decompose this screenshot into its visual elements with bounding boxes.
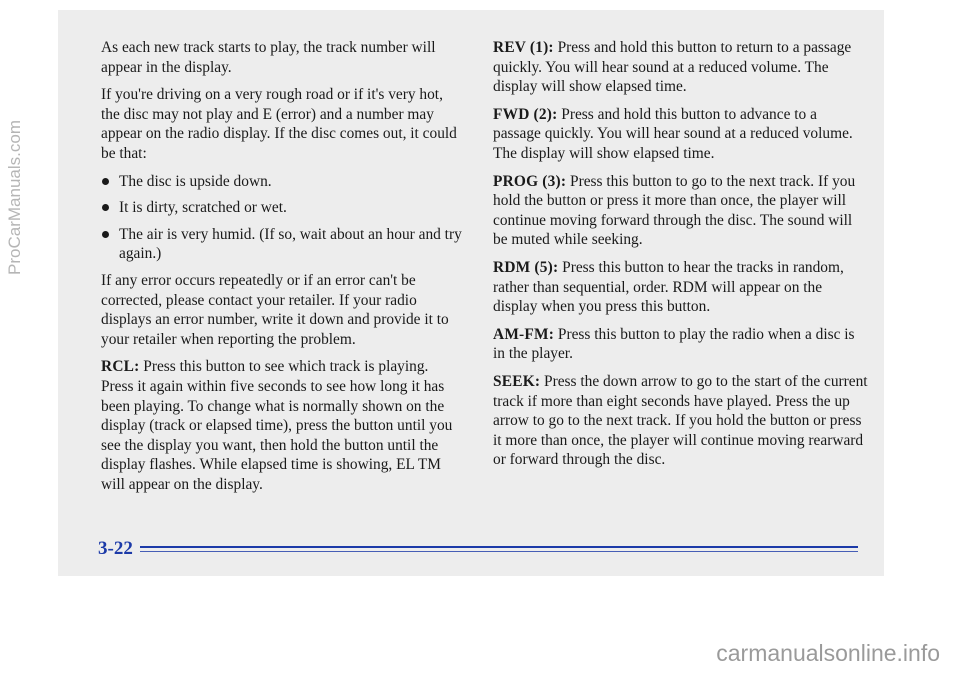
fwd-text: Press and hold this button to advance to a passage quickly. You will hear sound at a reduced volume. The display will show elapsed time. <box>493 105 853 162</box>
fwd-label: FWD (2): <box>493 105 558 123</box>
amfm-paragraph <box>493 325 868 364</box>
seek-label: SEEK: <box>493 372 541 390</box>
list-item: It is dirty, scratched or wet. <box>101 198 463 218</box>
footer-rule <box>140 546 858 548</box>
rdm-paragraph <box>493 258 868 317</box>
amfm-label: AM-FM: <box>493 325 555 343</box>
side-watermark: ProCarManuals.com <box>5 120 24 275</box>
footer-watermark: carmanualsonline.info <box>716 640 940 666</box>
amfm-text: Press this button to play the radio when a disc is in the player. <box>493 325 855 363</box>
prog-text: Press this button to go to the next track. If you hold the button or press it more than once, the player will continue moving forward through the disc. The sound will be muted while seeking. <box>493 172 856 249</box>
page-number: 3-22 <box>98 538 133 559</box>
left-column <box>101 38 463 502</box>
rev-paragraph <box>493 38 868 97</box>
error-paragraph: If you're driving on a very rough road or if it's very hot, the disc may not play and E (error) and a number may appear on the radio display. If the disc comes out, it could be that: <box>101 86 457 162</box>
rdm-label: RDM (5): <box>493 258 559 276</box>
footer-rule-thin <box>140 551 858 552</box>
rcl-paragraph <box>101 357 463 494</box>
rdm-text: Press this button to hear the tracks in random, rather than sequential, order. RDM will appear on the display when you press this button. <box>493 258 844 316</box>
retailer-paragraph: If any error occurs repeatedly or if an error can't be corrected, please contact your retailer. If your radio displays an error number, write it down and provide it to your retailer when reporting the problem. <box>101 271 449 348</box>
error-cause-list <box>101 172 463 264</box>
list-item: The air is very humid. (If so, wait about an hour and try again.) <box>101 225 463 264</box>
rev-label: REV (1): <box>493 39 554 56</box>
fwd-paragraph <box>493 105 868 164</box>
seek-text: Press the down arrow to go to the start of the current track if more than eight seconds have played. Press the up arrow to go to the next track. If you hold the button or press it more than once, the player will continue moving rearward or forward through the disc. <box>493 372 868 469</box>
track-number-paragraph: As each new track starts to play, the track number will appear in the display. <box>101 39 436 76</box>
right-column <box>493 38 868 478</box>
seek-paragraph <box>493 372 868 470</box>
rcl-label: RCL: <box>101 358 140 376</box>
list-item: The disc is upside down. <box>101 172 463 192</box>
rcl-text: Press this button to see which track is playing. Press it again within five seconds to see how long it has been playing. To change what is normally shown on the display (track or elapsed time), press the button until you see the display you want, then hold the button until the display flashes. While elapsed time is showing, EL TM will appear on the display. <box>101 358 453 493</box>
rev-text: Press and hold this button to return to a passage quickly. You will hear sound at a reduced volume. The display will show elapsed time. <box>493 39 852 96</box>
prog-label: PROG (3): <box>493 172 567 190</box>
prog-paragraph <box>493 172 868 250</box>
